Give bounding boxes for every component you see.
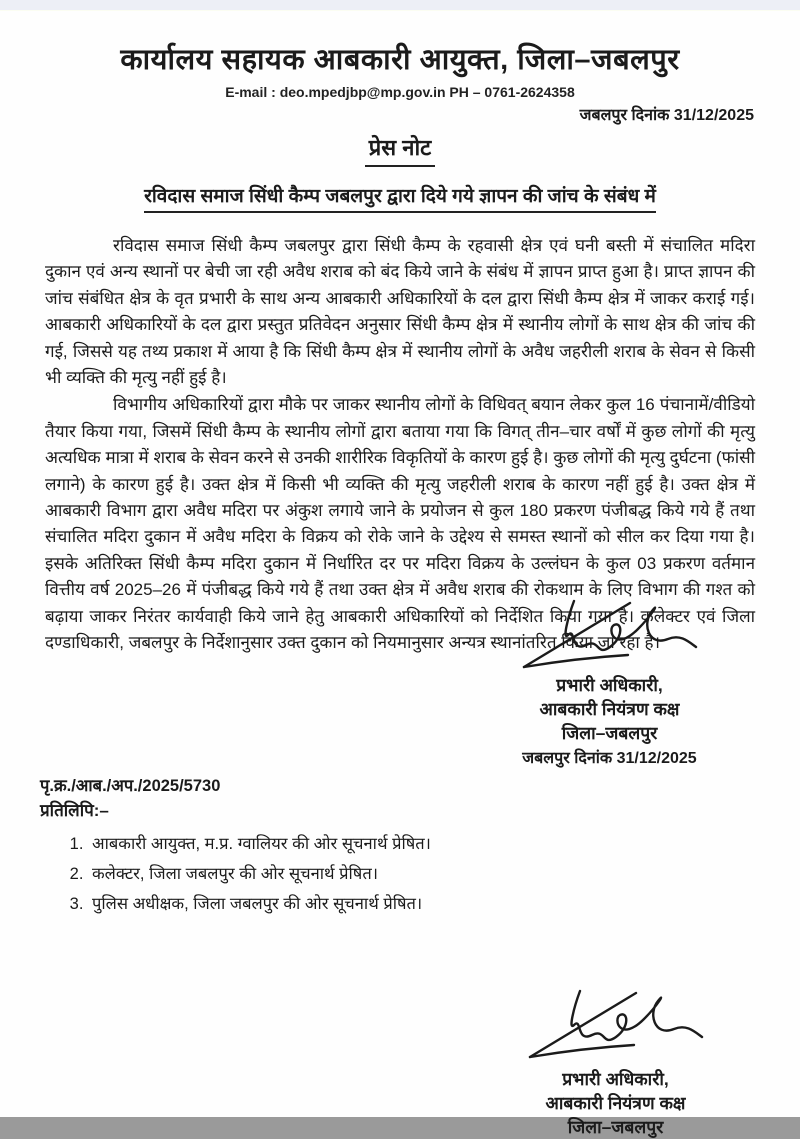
signatory-office: आबकारी नियंत्रण कक्ष [545,1093,686,1113]
date-line-top: जबलपुर दिनांक 31/12/2025 [579,107,754,124]
press-note-title: प्रेस नोट [365,132,436,167]
paragraph-2: विभागीय अधिकारियों द्वारा मौके पर जाकर स्थानीय लोगों के विधिवत् बयान लेकर कुल 16 पंचानामें/वीडियो तैयार किया गया, जिसमें सिंधी कैम्प के स्थानीय लोगों द्वारा बताया गया कि विगत् तीन–चार वर्षों में कुछ लोगों की मृत्यु अत्यधिक मात्रा में शराब के सेवन करने से उनकी शारीरिक विकृतियों के कारण हुई है। कुछ लोगों की मृत्यु दुर्घटना (फांसी लगाने) के कारण हुई है। उक्त क्षेत्र में किसी भी व्यक्ति की मृत्यु जहरीली शराब के कारण नहीं हुई है। उक्त क्षेत्र में आबकारी विभाग द्वारा अवैध मदिरा पर अंकुश लगाये जाने के प्रयोजन से कुल 180 प्रकरण पंजीबद्ध किये गये हैं तथा संचालित मदिरा दुकान में अवैध मदिरा के विक्रय को रोके जाने के उद्देश्य से समस्त स्थानों को सील कर दिया गया है। इसके अतिरिक्त सिंधी कैम्प मदिरा दुकान में निर्धारित दर पर मदिरा विक्रय के उल्लंघन के कुल 03 प्रकरण वर्तमान वित्तीय वर्ष 2025–26 में पंजीबद्ध किये गये हैं तथा उक्त क्षेत्र में अवैध शराब की रोकथाम के लिए विभाग की गश्त को बढ़ाया जाकर निरंतर कार्यवाही किये जाने हेतु आबकारी अधिकारियों को निर्देशित किया गया है। कलेक्टर एवं जिला दण्डाधिकारी, जबलपुर के निर्देशानुसार उक्त दुकान को नियमानुसार अन्यत्र स्थानांतरित किया जा रहा है। [45,395,755,653]
viewer-top-strip [0,0,800,11]
copies-list [88,829,558,919]
signature-block-bottom [483,985,748,1139]
email-phone-line: E-mail : deo.mpedjbp@mp.gov.in PH – 0761-2624358 [225,84,575,100]
signatory-district: जिला–जबलपुर [561,722,658,743]
copy-item-1: 1. आबकारी आयुक्त, म.प्र. ग्वालियर की ओर सूचनार्थ प्रेषित। [88,829,558,859]
reference-row [40,773,754,796]
office-title: कार्यालय सहायक आबकारी आयुक्त, जिला–जबलपुर [120,44,680,76]
signatory-district: जिला–जबलपुर [567,1117,664,1137]
signature-date-line: जबलपुर दिनांक 31/12/2025 [522,749,697,767]
subject-heading [0,182,800,213]
document-body [45,233,755,657]
signatory-office: आबकारी नियंत्रण कक्ष [539,698,680,719]
press-note-heading [0,132,800,167]
signature-icon [516,985,716,1071]
copy-item-2: 2. कलेक्टर, जिला जबलपुर की ओर सूचनार्थ प्रेषित। [88,859,558,889]
reference-number: पृ.क्र./आब./अप./2025/5730 [40,776,221,795]
subject-line: रविदास समाज सिंधी कैम्प जबलपुर द्वारा दिये गये ज्ञापन की जांच के संबंध में [144,182,656,213]
signatory-designation: प्रभारी अधिकारी, [556,674,663,695]
paragraph-1: रविदास समाज सिंधी कैम्प जबलपुर द्वारा सिंधी कैम्प के रहवासी क्षेत्र एवं घनी बस्ती में संचालित मदिरा दुकान एवं अन्य स्थानों पर बेची जा रही अवैध शराब को बंद किये जाने के संबंध में ज्ञापन प्राप्त हुआ है। प्राप्त ज्ञापन की जांच संबंधित क्षेत्र के वृत प्रभारी के साथ अन्य आबकारी अधिकारियों के दल द्वारा सिंधी कैम्प क्षेत्र में जाकर कराई गई। आबकारी अधिकारियों के दल द्वारा प्रस्तुत प्रतिवेदन अनुसार सिंधी कैम्प क्षेत्र में स्थानीय लोगों के साथ क्षेत्र की जांच की गई, जिससे यह तथ्य प्रकाश में आया है कि सिंधी कैम्प क्षेत्र में स्थानीय लोगों के अवैध जहरीली शराब के सेवन से किसी भी व्यक्ति की मृत्यु नहीं हुई है। [45,236,755,388]
copy-item-3: 3. पुलिस अधीक्षक, जिला जबलपुर की ओर सूचनार्थ प्रेषित। [88,889,558,919]
copies-label: प्रतिलिपि:– [40,800,109,820]
signatory-designation: प्रभारी अधिकारी, [562,1069,669,1089]
